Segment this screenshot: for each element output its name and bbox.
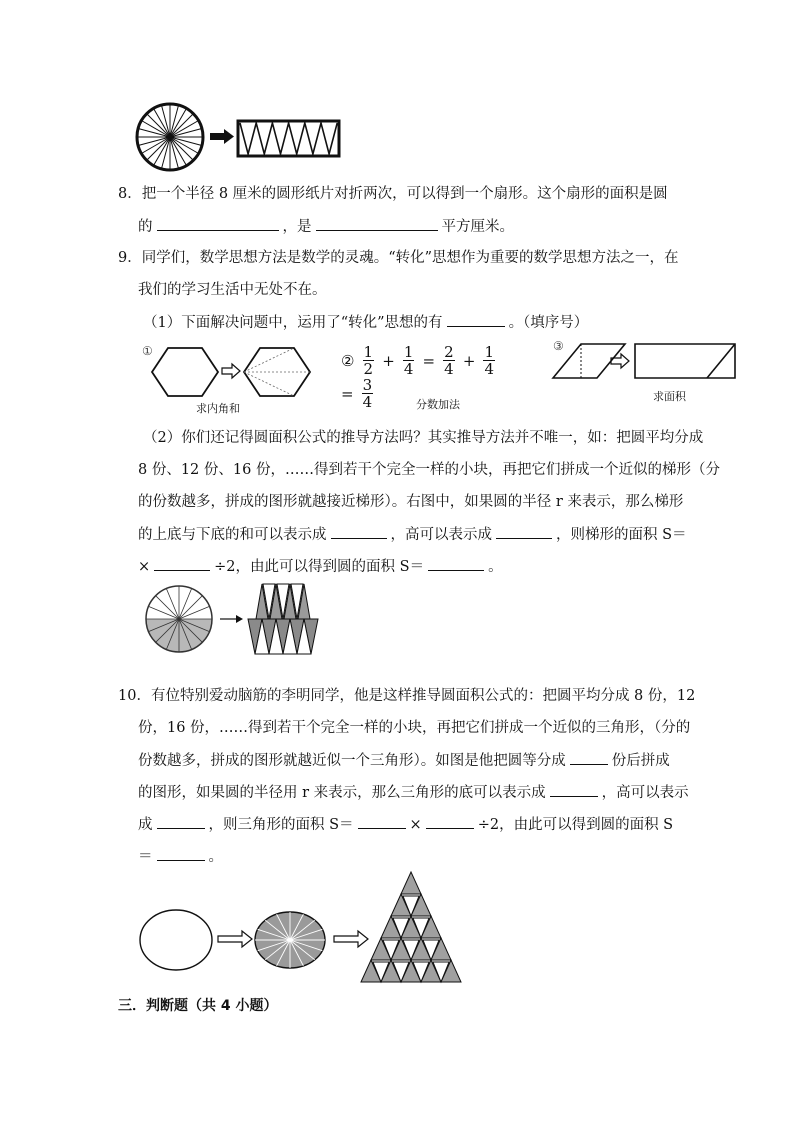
hollow-right-arrow-icon bbox=[218, 931, 252, 947]
q10-line-2: 份，16 份，……得到若干个完全一样的小块，再把它们拼成一个近似的三角形，（分的 bbox=[138, 720, 691, 736]
q10-blank-triangle-base[interactable] bbox=[358, 814, 406, 829]
q9-blank-transform-choice[interactable] bbox=[447, 312, 505, 327]
right-arrow-icon bbox=[220, 615, 243, 623]
triangle-pieces-icon bbox=[361, 872, 461, 982]
fraction-3: $\frac{2}{4}$ bbox=[444, 343, 454, 378]
plain-circle-icon bbox=[140, 910, 212, 970]
right-arrow-icon bbox=[210, 129, 234, 144]
q10-blank-circle-area[interactable] bbox=[157, 846, 205, 861]
segmented-ellipse-icon bbox=[255, 912, 325, 968]
q10-blank-base[interactable] bbox=[550, 782, 598, 797]
fig3-number: ③ bbox=[553, 339, 564, 353]
q10-blank-triangle-height[interactable] bbox=[426, 814, 474, 829]
q8-blank-fraction[interactable] bbox=[157, 216, 279, 231]
fig2-caption: 分数加法 bbox=[416, 398, 460, 411]
q9-sub2-line-1: （2）你们还记得圆面积公式的推导方法吗？其实推导方法并不唯一，如：把圆平均分成 bbox=[143, 430, 704, 446]
q9-line-1: 9．同学们，数学思想方法是数学的灵魂。“转化”思想作为重要的数学思想方法之一，在 bbox=[118, 250, 679, 266]
hollow-right-arrow-icon bbox=[611, 354, 629, 368]
q10-line-4: 的图形，如果圆的半径用 r 来表示，那么三角形的底可以表示成 ，高可以表示 bbox=[138, 782, 689, 803]
circle-to-triangle-figure bbox=[138, 868, 468, 992]
fraction-1: $\frac{1}{2}$ bbox=[363, 343, 374, 378]
q9-sub2-line-3: 的份数越多，拼成的图形就越接近梯形）。右图中，如果圆的半径 r 来表示，那么梯形 bbox=[138, 494, 684, 510]
q10-blank-height[interactable] bbox=[157, 814, 205, 829]
q10-line-5: 成 ，则三角形的面积 S＝ × ÷2，由此可以得到圆的面积 S bbox=[138, 814, 673, 835]
q9-blank-trapezoid-factor[interactable] bbox=[154, 556, 210, 571]
q9-line-2: 我们的学习生活中无处不在。 bbox=[138, 282, 327, 298]
fig2-number: ② bbox=[341, 351, 355, 370]
q9-sub2-line-4: 的上底与下底的和可以表示成 ，高可以表示成 ，则梯形的面积 S＝ bbox=[138, 524, 687, 545]
segmented-wheel-icon bbox=[137, 104, 203, 170]
hollow-right-arrow-icon bbox=[334, 931, 368, 947]
q8-line-2: 的 ，是 平方厘米。 bbox=[138, 216, 514, 237]
fig1-number: ① bbox=[142, 344, 153, 358]
q9-sub2-line-5: × ÷2，由此可以得到圆的面积 S＝ 。 bbox=[138, 556, 503, 577]
fraction-5: $\frac{3}{4}$ bbox=[362, 376, 373, 411]
q9-blank-bases-sum[interactable] bbox=[331, 524, 387, 539]
circle-to-strip-figure bbox=[130, 100, 350, 175]
circle-to-trapezoid-figure bbox=[140, 580, 320, 660]
shaded-half-circle-icon bbox=[146, 586, 212, 652]
hollow-right-arrow-icon bbox=[222, 364, 240, 378]
q8-blank-area[interactable] bbox=[316, 216, 438, 231]
fraction-addition-figure: ② $\frac{1}{2}$ + $\frac{1}{4}$ = $\frac{2}{4}$ + $\frac{1}{4}$ = $\frac{3}{4}$ 分数加法 bbox=[341, 343, 495, 411]
q10-line-3: 份数越多，拼成的图形就越近似一个三角形）。如图是他把圆等分成 份后拼成 bbox=[138, 750, 670, 771]
zigzag-strip-icon bbox=[238, 121, 339, 156]
parallelogram-figure bbox=[545, 336, 745, 414]
q10-line-1: 10．有位特别爱动脑筋的李明同学，他是这样推导圆面积公式的：把圆平均分成 8 份，12 bbox=[118, 688, 696, 704]
q9-blank-circle-area[interactable] bbox=[428, 556, 484, 571]
q10-blank-parts[interactable] bbox=[570, 750, 608, 765]
q10-line-6: ＝ 。 bbox=[138, 846, 223, 867]
q9-sub1: （1）下面解决问题中，运用了“转化”思想的有 。（填序号） bbox=[143, 312, 588, 333]
q9-blank-height[interactable] bbox=[496, 524, 552, 539]
fraction-4: $\frac{1}{4}$ bbox=[484, 343, 495, 378]
q8-line-1: 8．把一个半径 8 厘米的圆形纸片对折两次，可以得到一个扇形。这个扇形的面积是圆 bbox=[118, 186, 668, 202]
q9-sub2-line-2: 8 份、12 份、16 份，……得到若干个完全一样的小块，再把它们拼成一个近似的梯形（分 bbox=[138, 462, 720, 478]
fig3-caption: 求面积 bbox=[653, 390, 686, 403]
trapezoid-pieces-icon bbox=[248, 584, 318, 654]
fig1-caption: 求内角和 bbox=[196, 402, 240, 415]
section-3-title: 三．判断题（共 4 小题） bbox=[118, 998, 278, 1014]
fraction-2: $\frac{1}{4}$ bbox=[403, 343, 414, 378]
hexagon-figure bbox=[138, 340, 318, 416]
